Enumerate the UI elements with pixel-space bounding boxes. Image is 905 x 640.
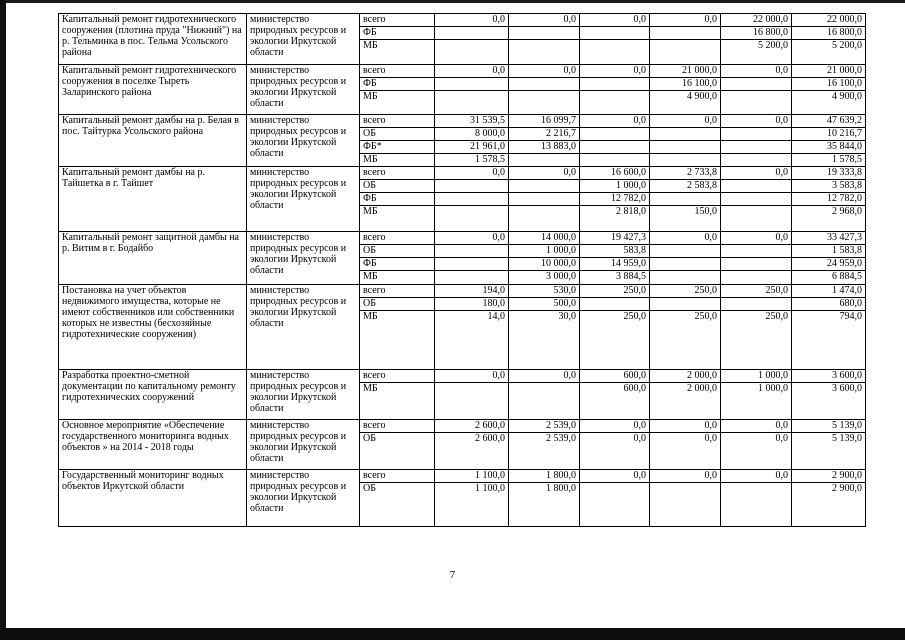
- year-value-cell: [435, 245, 509, 258]
- year-value-cell: 1 100,0: [435, 470, 509, 483]
- total-value-cell: 1 474,0: [792, 285, 866, 298]
- funding-source-cell: МБ: [360, 383, 435, 420]
- year-value-cell: 3 884,5: [580, 271, 650, 285]
- year-value-cell: 14,0: [435, 311, 509, 370]
- year-value-cell: 0,0: [509, 65, 580, 78]
- year-value-cell: 16 099,7: [509, 115, 580, 128]
- funding-source-cell: ОБ: [360, 128, 435, 141]
- year-value-cell: 600,0: [580, 370, 650, 383]
- year-value-cell: [721, 298, 792, 311]
- year-value-cell: 31 539,5: [435, 115, 509, 128]
- year-value-cell: 250,0: [580, 311, 650, 370]
- year-value-cell: 2 539,0: [509, 433, 580, 470]
- year-value-cell: [509, 206, 580, 232]
- total-value-cell: 2 900,0: [792, 483, 866, 527]
- year-value-cell: [650, 271, 721, 285]
- year-value-cell: 250,0: [580, 285, 650, 298]
- year-value-cell: [650, 483, 721, 527]
- year-value-cell: 0,0: [721, 420, 792, 433]
- funding-source-cell: ОБ: [360, 483, 435, 527]
- total-value-cell: 16 100,0: [792, 78, 866, 91]
- total-value-cell: 6 884,5: [792, 271, 866, 285]
- funding-source-cell: ФБ: [360, 78, 435, 91]
- table-row: [59, 14, 866, 27]
- year-value-cell: 1 000,0: [580, 180, 650, 193]
- year-value-cell: 194,0: [435, 285, 509, 298]
- year-value-cell: [435, 40, 509, 65]
- year-value-cell: 2 216,7: [509, 128, 580, 141]
- total-value-cell: 5 200,0: [792, 40, 866, 65]
- funding-source-cell: всего: [360, 115, 435, 128]
- year-value-cell: 19 427,3: [580, 232, 650, 245]
- year-value-cell: [435, 383, 509, 420]
- year-value-cell: [721, 258, 792, 271]
- year-value-cell: 250,0: [650, 311, 721, 370]
- table-row: [59, 232, 866, 245]
- year-value-cell: 13 883,0: [509, 141, 580, 154]
- year-value-cell: 16 600,0: [580, 167, 650, 180]
- funding-source-cell: МБ: [360, 91, 435, 115]
- year-value-cell: 1 578,5: [435, 154, 509, 167]
- year-value-cell: 16 100,0: [650, 78, 721, 91]
- year-value-cell: [435, 206, 509, 232]
- executor-cell: министерство природных ресурсов и экологии Иркутской области: [247, 115, 360, 167]
- year-value-cell: 0,0: [580, 420, 650, 433]
- year-value-cell: [435, 193, 509, 206]
- year-value-cell: [721, 154, 792, 167]
- scan-border-top: [0, 0, 905, 3]
- year-value-cell: 1 800,0: [509, 483, 580, 527]
- year-value-cell: [580, 91, 650, 115]
- activity-cell: Капитальный ремонт дамбы на р. Белая в пос. Тайтурка Усольского района: [59, 115, 247, 167]
- year-value-cell: [580, 78, 650, 91]
- year-value-cell: 21 961,0: [435, 141, 509, 154]
- year-value-cell: 10 000,0: [509, 258, 580, 271]
- total-value-cell: 5 139,0: [792, 433, 866, 470]
- year-value-cell: [721, 78, 792, 91]
- year-value-cell: [580, 483, 650, 527]
- year-value-cell: 0,0: [650, 232, 721, 245]
- year-value-cell: 30,0: [509, 311, 580, 370]
- scan-border-left: [0, 0, 6, 640]
- activity-cell: Государственный мониторинг водных объектов Иркутской области: [59, 470, 247, 527]
- year-value-cell: 583,8: [580, 245, 650, 258]
- year-value-cell: 0,0: [580, 433, 650, 470]
- funding-source-cell: ОБ: [360, 180, 435, 193]
- year-value-cell: [650, 193, 721, 206]
- year-value-cell: [650, 258, 721, 271]
- total-value-cell: 3 583,8: [792, 180, 866, 193]
- funding-source-cell: всего: [360, 370, 435, 383]
- total-value-cell: 2 968,0: [792, 206, 866, 232]
- activity-cell: Капитальный ремонт дамбы на р. Тайшетка в г. Тайшет: [59, 167, 247, 232]
- total-value-cell: 5 139,0: [792, 420, 866, 433]
- total-value-cell: 680,0: [792, 298, 866, 311]
- funding-source-cell: ФБ: [360, 193, 435, 206]
- table-row: [59, 420, 866, 433]
- year-value-cell: 22 000,0: [721, 14, 792, 27]
- year-value-cell: 600,0: [580, 383, 650, 420]
- funding-source-cell: ФБ*: [360, 141, 435, 154]
- funding-source-cell: ФБ: [360, 258, 435, 271]
- funding-source-cell: МБ: [360, 154, 435, 167]
- year-value-cell: 0,0: [721, 433, 792, 470]
- year-value-cell: 0,0: [435, 65, 509, 78]
- funding-source-cell: всего: [360, 470, 435, 483]
- year-value-cell: 0,0: [721, 65, 792, 78]
- activity-cell: Капитальный ремонт гидротехнического сооружения в поселке Тыреть Заларинского района: [59, 65, 247, 115]
- activity-cell: Капитальный ремонт гидротехнического сооружения (плотина пруда "Нижний") на р. Тельминка в пос. Тельма Усольского района: [59, 14, 247, 65]
- year-value-cell: 250,0: [650, 285, 721, 298]
- year-value-cell: 0,0: [721, 115, 792, 128]
- year-value-cell: 8 000,0: [435, 128, 509, 141]
- funding-source-cell: ФБ: [360, 27, 435, 40]
- year-value-cell: [721, 128, 792, 141]
- total-value-cell: 794,0: [792, 311, 866, 370]
- year-value-cell: [435, 271, 509, 285]
- funding-source-cell: ОБ: [360, 245, 435, 258]
- activity-cell: Постановка на учет объектов недвижимого имущества, которые не имеют собственников или собственники которых не известны (бесхозяйные гидротехнические сооружения): [59, 285, 247, 370]
- year-value-cell: 530,0: [509, 285, 580, 298]
- table-body: [59, 14, 866, 527]
- year-value-cell: 14 959,0: [580, 258, 650, 271]
- year-value-cell: [435, 258, 509, 271]
- year-value-cell: [509, 154, 580, 167]
- funding-source-cell: всего: [360, 65, 435, 78]
- year-value-cell: 12 782,0: [580, 193, 650, 206]
- funding-source-cell: всего: [360, 14, 435, 27]
- year-value-cell: 0,0: [650, 115, 721, 128]
- year-value-cell: [580, 128, 650, 141]
- funding-source-cell: МБ: [360, 40, 435, 65]
- year-value-cell: 150,0: [650, 206, 721, 232]
- year-value-cell: 0,0: [650, 14, 721, 27]
- year-value-cell: [435, 27, 509, 40]
- year-value-cell: 1 000,0: [509, 245, 580, 258]
- year-value-cell: 1 000,0: [721, 383, 792, 420]
- year-value-cell: 0,0: [509, 14, 580, 27]
- year-value-cell: [580, 141, 650, 154]
- year-value-cell: [650, 245, 721, 258]
- year-value-cell: [580, 27, 650, 40]
- year-value-cell: 250,0: [721, 311, 792, 370]
- year-value-cell: [721, 141, 792, 154]
- year-value-cell: 2 600,0: [435, 420, 509, 433]
- executor-cell: министерство природных ресурсов и экологии Иркутской области: [247, 65, 360, 115]
- year-value-cell: 0,0: [580, 115, 650, 128]
- executor-cell: министерство природных ресурсов и экологии Иркутской области: [247, 370, 360, 420]
- activity-cell: Капитальный ремонт защитной дамбы на р. Витим в г. Бодайбо: [59, 232, 247, 285]
- year-value-cell: 2 000,0: [650, 383, 721, 420]
- total-value-cell: 12 782,0: [792, 193, 866, 206]
- year-value-cell: 180,0: [435, 298, 509, 311]
- year-value-cell: 16 800,0: [721, 27, 792, 40]
- year-value-cell: 2 733,8: [650, 167, 721, 180]
- year-value-cell: [509, 40, 580, 65]
- year-value-cell: 2 000,0: [650, 370, 721, 383]
- year-value-cell: 0,0: [650, 433, 721, 470]
- year-value-cell: [650, 141, 721, 154]
- year-value-cell: 14 000,0: [509, 232, 580, 245]
- page-number: 7: [449, 569, 456, 581]
- funding-source-cell: МБ: [360, 206, 435, 232]
- year-value-cell: 0,0: [435, 370, 509, 383]
- year-value-cell: [650, 40, 721, 65]
- year-value-cell: 0,0: [580, 65, 650, 78]
- year-value-cell: 0,0: [650, 470, 721, 483]
- year-value-cell: [580, 298, 650, 311]
- total-value-cell: 1 578,5: [792, 154, 866, 167]
- funding-source-cell: МБ: [360, 311, 435, 370]
- total-value-cell: 10 216,7: [792, 128, 866, 141]
- executor-cell: министерство природных ресурсов и экологии Иркутской области: [247, 285, 360, 370]
- year-value-cell: 0,0: [435, 232, 509, 245]
- table-row: [59, 370, 866, 383]
- year-value-cell: [721, 206, 792, 232]
- funding-source-cell: ОБ: [360, 433, 435, 470]
- year-value-cell: 0,0: [721, 470, 792, 483]
- year-value-cell: 1 800,0: [509, 470, 580, 483]
- table-row: [59, 470, 866, 483]
- year-value-cell: 5 200,0: [721, 40, 792, 65]
- total-value-cell: 3 600,0: [792, 383, 866, 420]
- year-value-cell: 2 600,0: [435, 433, 509, 470]
- year-value-cell: 2 818,0: [580, 206, 650, 232]
- executor-cell: министерство природных ресурсов и экологии Иркутской области: [247, 167, 360, 232]
- year-value-cell: [509, 91, 580, 115]
- executor-cell: министерство природных ресурсов и экологии Иркутской области: [247, 232, 360, 285]
- total-value-cell: 4 900,0: [792, 91, 866, 115]
- table-row: [59, 115, 866, 128]
- total-value-cell: 16 800,0: [792, 27, 866, 40]
- year-value-cell: [650, 128, 721, 141]
- activity-cell: Разработка проектно-сметной документации по капитальному ремонту гидротехнических сооружений: [59, 370, 247, 420]
- year-value-cell: 0,0: [509, 370, 580, 383]
- funding-source-cell: МБ: [360, 271, 435, 285]
- total-value-cell: 3 600,0: [792, 370, 866, 383]
- year-value-cell: [509, 180, 580, 193]
- year-value-cell: 4 900,0: [650, 91, 721, 115]
- year-value-cell: [650, 298, 721, 311]
- executor-cell: министерство природных ресурсов и экологии Иркутской области: [247, 420, 360, 470]
- year-value-cell: 500,0: [509, 298, 580, 311]
- year-value-cell: 0,0: [721, 167, 792, 180]
- year-value-cell: 0,0: [509, 167, 580, 180]
- year-value-cell: 0,0: [580, 470, 650, 483]
- year-value-cell: [435, 180, 509, 193]
- year-value-cell: [509, 27, 580, 40]
- total-value-cell: 47 639,2: [792, 115, 866, 128]
- activity-cell: Основное мероприятие «Обеспечение государственного мониторинга водных объектов » на 2014 - 2018 годы: [59, 420, 247, 470]
- year-value-cell: [721, 245, 792, 258]
- year-value-cell: 21 000,0: [650, 65, 721, 78]
- year-value-cell: [580, 40, 650, 65]
- table-row: [59, 285, 866, 298]
- year-value-cell: [721, 180, 792, 193]
- year-value-cell: [435, 91, 509, 115]
- funding-source-cell: всего: [360, 167, 435, 180]
- year-value-cell: 0,0: [580, 14, 650, 27]
- total-value-cell: 19 333,8: [792, 167, 866, 180]
- total-value-cell: 1 583,8: [792, 245, 866, 258]
- year-value-cell: [580, 154, 650, 167]
- year-value-cell: [509, 383, 580, 420]
- budget-table: [58, 13, 866, 527]
- table-row: [59, 167, 866, 180]
- year-value-cell: [650, 27, 721, 40]
- year-value-cell: 3 000,0: [509, 271, 580, 285]
- year-value-cell: [509, 78, 580, 91]
- total-value-cell: 2 900,0: [792, 470, 866, 483]
- year-value-cell: [435, 78, 509, 91]
- total-value-cell: 24 959,0: [792, 258, 866, 271]
- year-value-cell: [650, 154, 721, 167]
- table-row: [59, 65, 866, 78]
- year-value-cell: 2 583,8: [650, 180, 721, 193]
- executor-cell: министерство природных ресурсов и экологии Иркутской области: [247, 14, 360, 65]
- scan-border-bottom: [0, 628, 905, 640]
- year-value-cell: 0,0: [650, 420, 721, 433]
- year-value-cell: [721, 91, 792, 115]
- year-value-cell: 0,0: [435, 167, 509, 180]
- total-value-cell: 33 427,3: [792, 232, 866, 245]
- total-value-cell: 21 000,0: [792, 65, 866, 78]
- year-value-cell: 250,0: [721, 285, 792, 298]
- year-value-cell: [721, 483, 792, 527]
- funding-source-cell: всего: [360, 232, 435, 245]
- year-value-cell: 1 100,0: [435, 483, 509, 527]
- funding-source-cell: всего: [360, 285, 435, 298]
- year-value-cell: [721, 193, 792, 206]
- year-value-cell: 0,0: [435, 14, 509, 27]
- year-value-cell: [509, 193, 580, 206]
- total-value-cell: 35 844,0: [792, 141, 866, 154]
- year-value-cell: [721, 271, 792, 285]
- funding-source-cell: всего: [360, 420, 435, 433]
- funding-source-cell: ОБ: [360, 298, 435, 311]
- year-value-cell: 0,0: [721, 232, 792, 245]
- year-value-cell: 2 539,0: [509, 420, 580, 433]
- executor-cell: министерство природных ресурсов и экологии Иркутской области: [247, 470, 360, 527]
- year-value-cell: 1 000,0: [721, 370, 792, 383]
- total-value-cell: 22 000,0: [792, 14, 866, 27]
